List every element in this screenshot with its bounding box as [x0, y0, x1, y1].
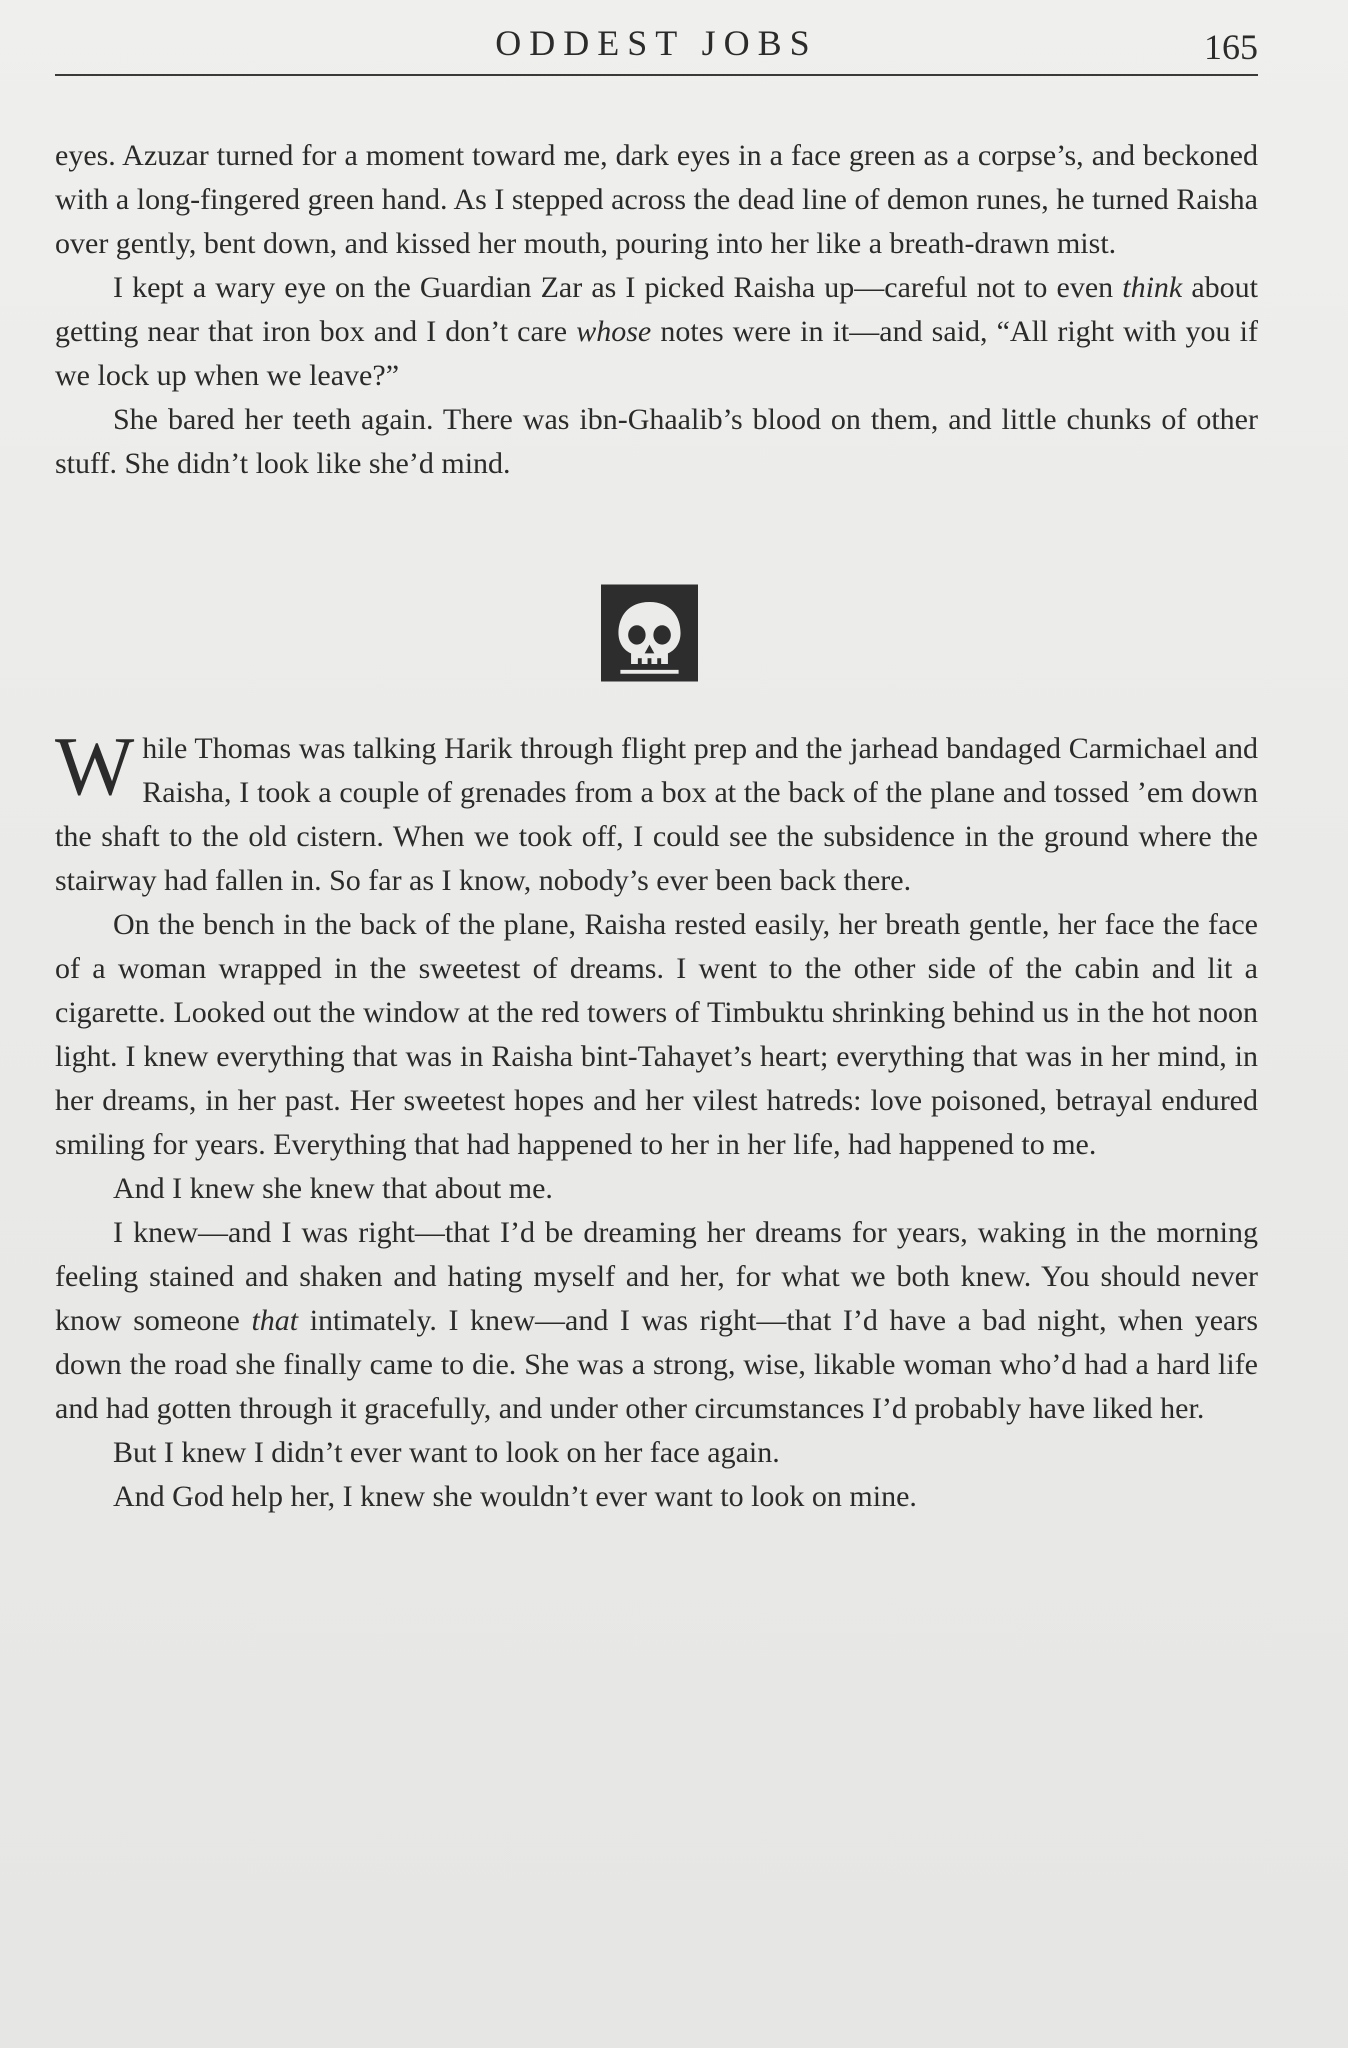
paragraph-2-emphasis-think: think [1122, 271, 1183, 304]
section-2-text [55, 720, 1258, 1519]
paragraph-2 [55, 266, 1258, 398]
paragraph-3: She bared her teeth again. There was ibn-Ghaalib’s blood on them, and little chunks of other stuff. She didn’t look like she’d mind. [55, 403, 1258, 480]
paragraph-6: And I knew she knew that about me. [113, 1172, 553, 1205]
skull-tooth-gap-1 [638, 658, 642, 664]
skull-tooth-gap-2 [648, 658, 652, 664]
skull-svg [601, 582, 698, 684]
running-header [55, 14, 1258, 67]
drop-cap: W [55, 720, 135, 813]
skull-right-eye [653, 625, 670, 644]
skull-icon [601, 582, 698, 684]
header-rule [55, 74, 1258, 76]
paragraph-7-part-2: intimately. I knew—and I was right—that I’d have a bad night, when years down the road she finally came to die. She was a strong, wise, likable woman who’d had a hard life and had gotten through it gracefully, and under other circumstances I’d probably have liked her. [55, 1304, 1258, 1425]
running-title: ODDEST JOBS [495, 23, 818, 63]
paragraph-7 [55, 1211, 1258, 1431]
paragraph-5: On the bench in the back of the plane, Raisha rested easily, her breath gentle, her face the face of a woman wrapped in the sweetest of dreams. I went to the other side of the cabin and lit a cigarette. Looked out the window at the red towers of Timbuktu shrinking behind us in the hot noon light. I knew everything that was in Raisha bint-Tahayet’s heart; everything that was in her mind, in her dreams, in her past. Her sweetest hopes and her vilest hatreds: love poisoned, betrayal endured smiling for years. Everything that had happened to her in her life, had happened to me. [55, 908, 1258, 1161]
skull-base-line [620, 670, 678, 674]
paragraph-7-part-1: I knew—and I was right—that I’d be dreaming her dreams for years, waking in the morning feeling stained and shaken and hating myself and her, for what we both knew. You should never know someone [55, 1216, 1258, 1337]
page-number: 165 [1204, 27, 1258, 67]
skull-left-eye [628, 625, 645, 644]
paragraph-2-part-3: notes were in it—and said, “All right with you if we lock up when we leave?” [55, 315, 1258, 392]
paragraph-4 [55, 720, 1258, 903]
paragraph-7-emphasis-that: that [251, 1304, 299, 1337]
section-1-text [55, 134, 1258, 486]
paragraph-8: But I knew I didn’t ever want to look on her face again. [113, 1436, 780, 1469]
paragraph-2-emphasis-whose: whose [576, 315, 652, 348]
paragraph-4-text: hile Thomas was talking Harik through flight prep and the jarhead bandaged Carmichael and Raisha, I took a couple of grenades from a box at the back of the plane and tossed ’em down the shaft to the old cistern. When we took off, I could see the subsidence in the ground where the stairway had fallen in. So far as I know, nobody’s ever been back there. [55, 732, 1258, 897]
paragraph-2-part-2: about getting near that iron box and I don’t care [55, 271, 1258, 348]
paragraph-1: eyes. Azuzar turned for a moment toward me, dark eyes in a face green as a corpse’s, and beckoned with a long-fingered green hand. As I stepped across the dead line of demon runes, he turned Raisha over gently, bent down, and kissed her mouth, pouring into her like a breath-drawn mist. [55, 139, 1258, 260]
paragraph-9: And God help her, I knew she wouldn’t ever want to look on mine. [113, 1480, 917, 1513]
paragraph-2-part-1: I kept a wary eye on the Guardian Zar as I picked Raisha up—careful not to even [113, 271, 1123, 304]
skull-tooth-gap-3 [657, 658, 661, 664]
